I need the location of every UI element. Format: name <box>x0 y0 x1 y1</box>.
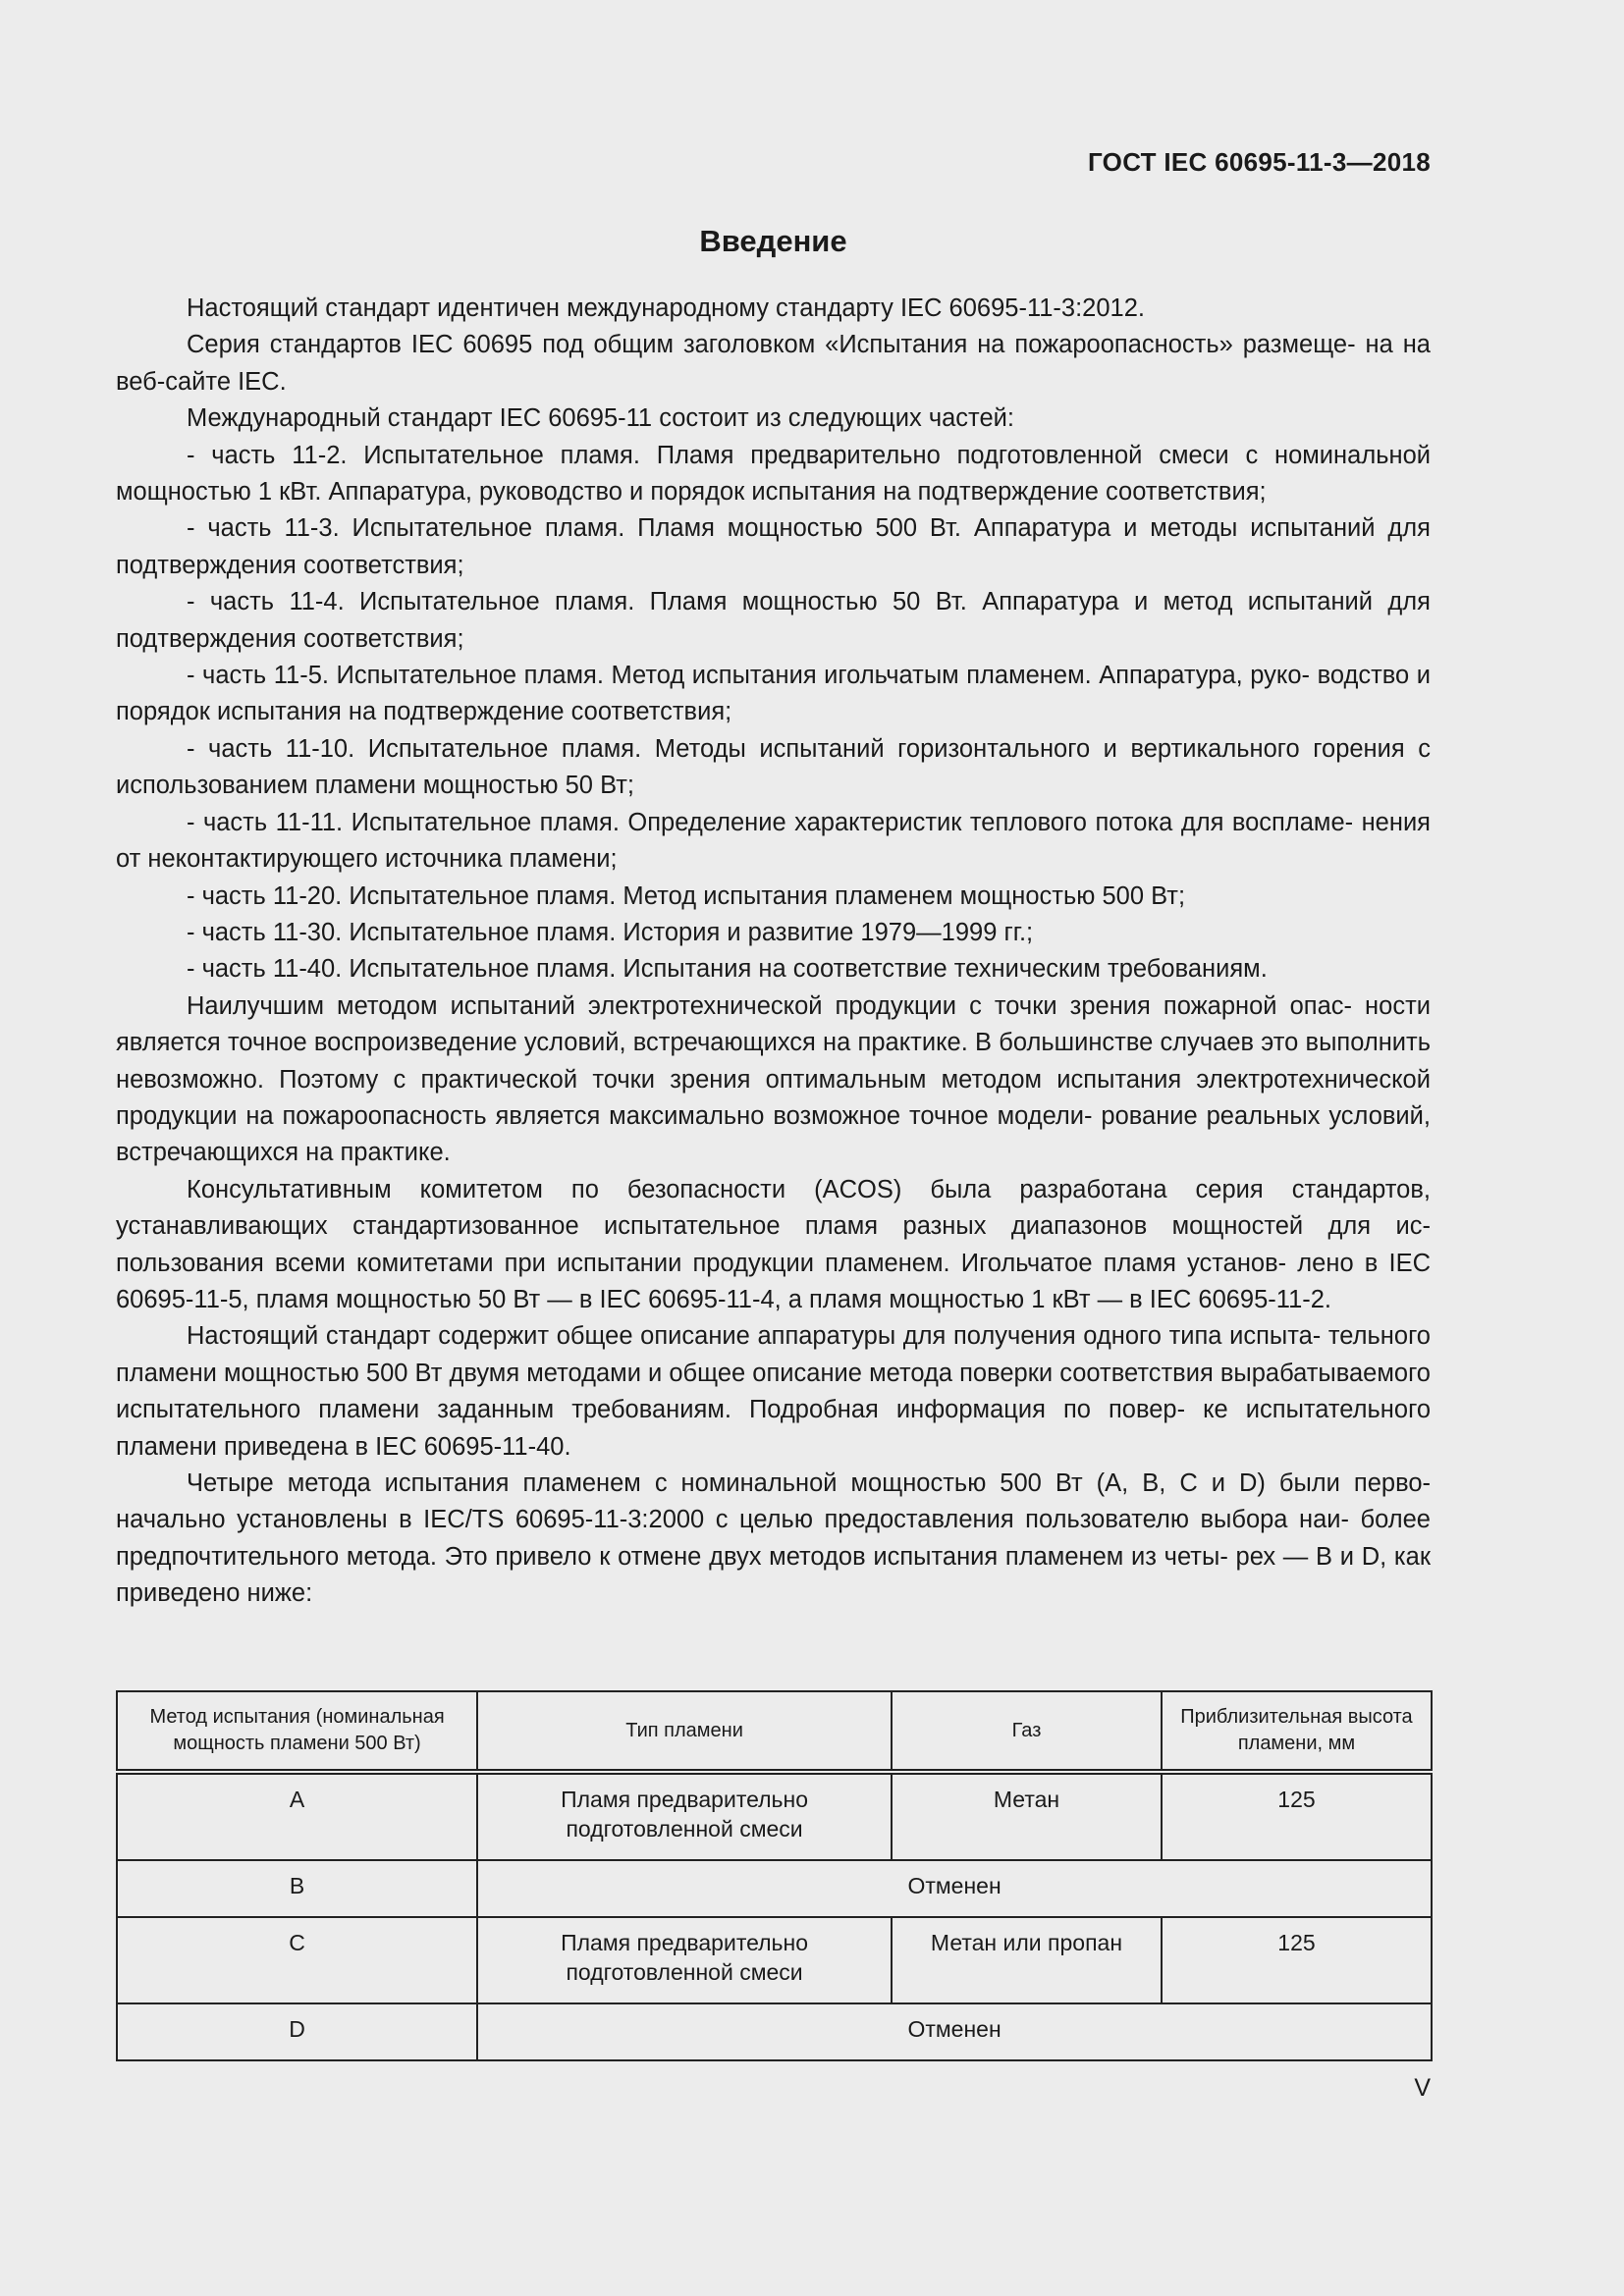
table-row <box>117 2003 1432 2060</box>
list-item: - часть 11-11. Испытательное пламя. Определение характеристик теплового потока для воспламе- нения от неконтактирующего источника пламени; <box>116 808 1431 874</box>
cancelled-cell: Отменен <box>477 2003 1432 2060</box>
method-cell: B <box>117 1860 477 1917</box>
table-row <box>117 1917 1432 2003</box>
list-item: - часть 11-30. Испытательное пламя. История и развитие 1979—1999 гг.; <box>187 918 1034 946</box>
list-item: - часть 11-40. Испытательное пламя. Испытания на соответствие техническим требованиям. <box>187 955 1268 984</box>
page-number: V <box>1414 2074 1431 2102</box>
list-item: - часть 11-3. Испытательное пламя. Пламя мощностью 500 Вт. Аппаратура и методы испытаний для подтверждения соответствия; <box>116 514 1431 579</box>
standard-designation: ГОСТ IEC 60695-11-3—2018 <box>1087 147 1431 177</box>
table-row <box>117 1772 1432 1860</box>
list-item: - часть 11-20. Испытательное пламя. Метод испытания пламенем мощностью 500 Вт; <box>187 881 1186 910</box>
method-cell: C <box>117 1917 477 2003</box>
flame-type-cell: Пламя предварительно подготовленной смеси <box>477 1772 892 1860</box>
list-item: - часть 11-4. Испытательное пламя. Пламя мощностью 50 Вт. Аппаратура и метод испытаний для подтверждения соответствия; <box>116 588 1431 653</box>
table-row <box>117 1860 1432 1917</box>
flame-height-cell: 125 <box>1162 1917 1432 2003</box>
paragraph: Настоящий стандарт содержит общее описание аппаратуры для получения одного типа испыта- тельного пламени мощностью 500 Вт двумя методами и общее описание метода поверки соответствия вырабатываемого испытательного пламени заданным требованиям. Подробная информация по повер- ке испытательного пламени приведена в IEC 60695-11-40. <box>116 1322 1431 1461</box>
paragraph: Наилучшим методом испытаний электротехнической продукции с точки зрения пожарной опас- ности является точное воспроизведение условий, встречающихся на практике. В большинстве случаев это выполнить невозможно. Поэтому с практической точки зрения оптимальным методом испытания электротехнической продукции на пожароопасность является максимально возможное точное модели- рование реальных условий, встречающихся на практике. <box>116 991 1431 1167</box>
page-title: Введение <box>699 224 847 258</box>
method-cell: A <box>117 1772 477 1860</box>
method-cell: D <box>117 2003 477 2060</box>
list-item: - часть 11-2. Испытательное пламя. Пламя предварительно подготовленной смеси с номинальной мощностью 1 кВт. Аппаратура, руководство и порядок испытания на подтверждение соответствия; <box>116 441 1431 507</box>
paragraph: Серия стандартов IEC 60695 под общим заголовком «Испытания на пожароопасность» размеще- на на веб-сайте IEC. <box>116 331 1431 396</box>
paragraph: Консультативным комитетом по безопасности (ACOS) была разработана серия стандартов, устанавливающих стандартизованное испытательное пламя разных диапазонов мощностей для ис- пользования всеми комитетами при испытании продукции пламенем. Игольчатое пламя установ- лено в IEC 60695-11-5, пламя мощностью 50 Вт — в IEC 60695-11-4, а пламя мощностью 1 кВт — в IEC 60695-11-2. <box>116 1175 1431 1313</box>
column-header-flame-height: Приблизительная высота пламени, мм <box>1162 1691 1432 1772</box>
list-item: - часть 11-5. Испытательное пламя. Метод испытания игольчатым пламенем. Аппаратура, руко- водство и порядок испытания на подтверждение соответствия; <box>116 662 1431 726</box>
table-header-row <box>117 1691 1432 1772</box>
flame-height-cell: 125 <box>1162 1772 1432 1860</box>
cancelled-cell: Отменен <box>477 1860 1432 1917</box>
body-text <box>116 291 1431 1613</box>
flame-type-cell: Пламя предварительно подготовленной смеси <box>477 1917 892 2003</box>
list-item: - часть 11-10. Испытательное пламя. Методы испытаний горизонтального и вертикального горения с использованием пламени мощностью 50 Вт; <box>116 734 1431 800</box>
paragraph: Международный стандарт IEC 60695-11 состоит из следующих частей: <box>187 404 1014 433</box>
column-header-gas: Газ <box>892 1691 1162 1772</box>
gas-cell: Метан или пропан <box>892 1917 1162 2003</box>
column-header-method: Метод испытания (номинальная мощность пламени 500 Вт) <box>117 1691 477 1772</box>
test-methods-table <box>116 1690 1433 2061</box>
gas-cell: Метан <box>892 1772 1162 1860</box>
paragraph: Четыре метода испытания пламенем с номинальной мощностью 500 Вт (A, B, C и D) были перво- начально установлены в IEC/TS 60695-11-3:2000 с целью предоставления пользователю выбора наи- более предпочтительного метода. Это привело к отмене двух методов испытания пламенем из четы- рех — B и D, как приведено ниже: <box>116 1469 1431 1608</box>
column-header-flame-type: Тип пламени <box>477 1691 892 1772</box>
paragraph: Настоящий стандарт идентичен международному стандарту IEC 60695-11-3:2012. <box>187 294 1145 322</box>
